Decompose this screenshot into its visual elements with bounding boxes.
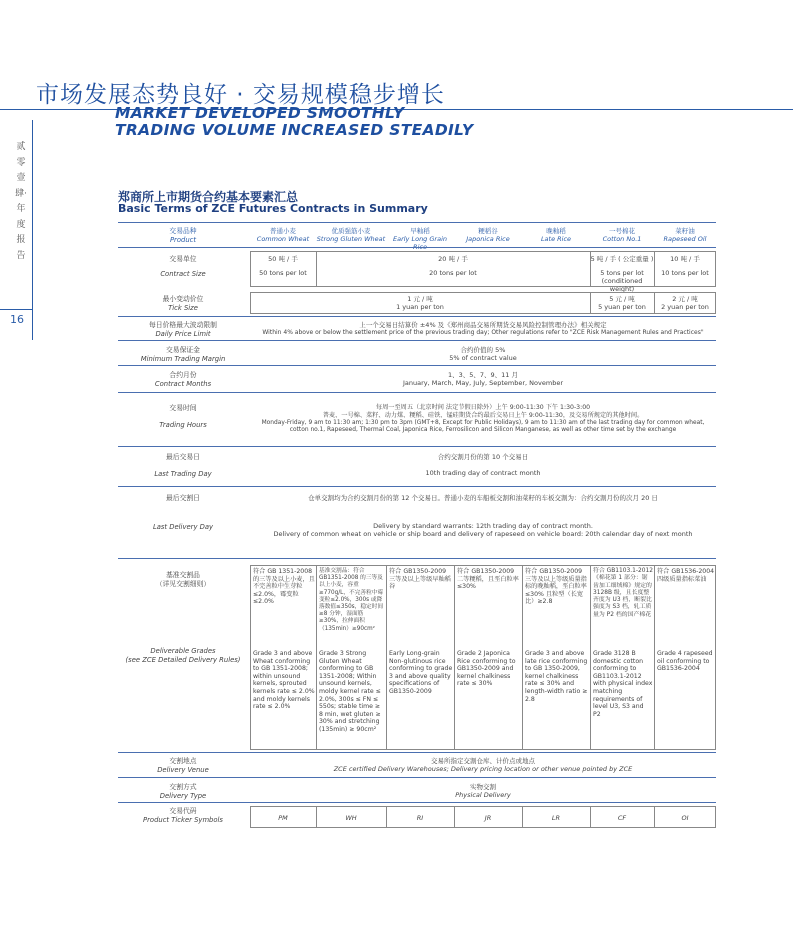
grade-en-6: Grade 3128 B domestic cotton conforming to GB1103.1-2012 with physical index matching requirements of level U3, S3 and P2 xyxy=(593,650,653,718)
grade-en-1: Grade 3 and above Wheat conforming to GB 1351-2008; within unsound kernels, sprouted kernels rate ≤ 2.0% and moldy kernels rate ≤ 2.0% xyxy=(253,650,315,711)
header-col-5: 晚籼稻 Late Rice xyxy=(540,227,572,243)
delivery-venue-value: 交易所指定交割仓库、计价点或地点 ZCE certified Delivery Warehouses; Delivery pricing location or other venue pointed by ZCE xyxy=(333,757,633,773)
grade-en-7: Grade 4 rapeseed oil conforming to GB1536-2004 xyxy=(657,650,713,673)
table-top-rule xyxy=(118,222,716,223)
delivery-venue-label: 交割地点 Delivery Venue xyxy=(157,757,209,774)
row-rule xyxy=(118,802,716,803)
ticker-5: LR xyxy=(551,814,561,822)
daily-limit-value: 上一个交易日结算价 ±4% 及《郑州商品交易所期货交易风险控制管理办法》相关规定 Within 4% above or below the settlement price of the previous trading day; Other regulations refer to "ZCE Risk Management Rules and Practices" xyxy=(262,321,704,336)
separator xyxy=(654,565,655,750)
tick-size-cotton: 5 元 / 吨 5 yuan per ton xyxy=(598,295,646,311)
page-title-en-line1: MARKET DEVELOPED SMOOTHLY xyxy=(115,104,405,122)
grades-label-cn: 基准交割品 （详见交割细则） xyxy=(155,571,211,588)
header-col-7: 菜籽油 Rapeseed Oil xyxy=(663,227,707,243)
section-title-cn: 郑商所上市期货合约基本要素汇总 xyxy=(118,190,299,204)
ticker-label: 交易代码 Product Ticker Symbols xyxy=(143,807,223,824)
last-trading-day-label: 最后交易日 Last Trading Day xyxy=(154,453,212,478)
row-rule xyxy=(118,365,716,366)
margin-label: 交易保证金 Minimum Trading Margin xyxy=(140,346,226,363)
sidebar-top-rule xyxy=(0,109,100,110)
separator xyxy=(522,565,523,750)
ticker-4: JR xyxy=(484,814,492,822)
page-title-en-line2: TRADING VOLUME INCREASED STEADILY xyxy=(115,121,474,139)
row-rule xyxy=(118,486,716,487)
last-delivery-day-label: 最后交割日 Last Delivery Day xyxy=(152,494,214,531)
contract-size-cotton: 5 吨 / 手 ( 公定重量 ) 5 tons per lot (conditioned weight) xyxy=(590,255,654,293)
grade-cn-1: 符合 GB 1351-2008 的三等及以上小麦，且不完善粒中生芽粒≤2.0%，霉变粒≤2.0% xyxy=(253,568,315,606)
tick-size-label: 最小变动价位 Tick Size xyxy=(162,295,204,312)
ticker-2: WH xyxy=(345,814,357,822)
ticker-3: RI xyxy=(416,814,424,822)
separator xyxy=(454,565,455,750)
last-trading-day-value: 合约交割月份的第 10 个交易日 10th trading day of contract month xyxy=(425,453,541,477)
ticker-6: CF xyxy=(617,814,627,822)
grade-cn-2: 基准交割品：符合 GB1351-2008 的三等及以上小麦，容重≥770g/L，不完善粒中霉变粒≤2.0%，300s 或降落数值≤350s，稳定时间≥8 分钟，湿面筋≥30%，拉伸面积（135min）≥90cm² xyxy=(319,568,384,632)
header-col-3: 早籼稻 Early Long Grain Rice xyxy=(392,227,447,251)
header-bottom-rule xyxy=(118,247,716,248)
grades-label-en: Deliverable Grades (see ZCE Detailed Delivery Rules) xyxy=(125,647,241,664)
header-col-6: 一号棉花 Cotton No.1 xyxy=(602,227,642,243)
header-col-1: 普通小麦 Common Wheat xyxy=(256,227,310,243)
row-rule xyxy=(118,777,716,778)
contract-size-label: 交易单位 Contract Size xyxy=(160,255,206,278)
grade-cn-6: 符合 GB1103.1-2012《棉花第 1 部分：锯齿加工细绒棉》规定的 3128B 级，且长度整齐度为 U3 档，断裂比强度为 S3 档，轧工质量为 P2 档的国产棉花 xyxy=(593,568,653,618)
grade-cn-5: 符合 GB1350-2009 三等及以上等级质量指标的晚籼稻，垩白粒率≤30% 且粒型（长宽比）≥2.8 xyxy=(525,568,587,606)
section-title-en: Basic Terms of ZCE Futures Contracts in Summary xyxy=(118,202,428,215)
header-col-2: 优质强筋小麦 Strong Gluten Wheat xyxy=(316,227,386,243)
last-delivery-day-value: 仓单交割均为合约交割月份的第 12 个交易日。普通小麦的车船板交割和油菜籽的车板交割为：合约交割月份的次月 20 日 Delivery by standard warrants: 12th trading day of contract month. Delivery of common wheat on vehicle or ship board and delivery of rapeseed on vehicle board: 20th calendar day of next month xyxy=(273,494,693,538)
contract-months-label: 合约月份 Contract Months xyxy=(154,371,212,388)
header-product: 交易品种 Product xyxy=(169,227,197,244)
contract-months-value: 1、3、5、7、9、11 月 January, March, May, July, September, November xyxy=(403,371,563,387)
sidebar-page-rule xyxy=(0,309,32,310)
grade-cn-4: 符合 GB1350-2009 二等粳稻，且垩白粒率≤30% xyxy=(457,568,519,591)
header-col-4: 粳稻谷 Japonica Rice xyxy=(466,227,510,243)
row-rule xyxy=(118,392,716,393)
contract-size-mid: 20 吨 / 手 20 tons per lot xyxy=(429,255,477,277)
separator xyxy=(590,565,591,750)
margin-value: 合约价值的 5% 5% of contract value xyxy=(449,346,517,362)
grade-cn-3: 符合 GB1350-2009 三等及以上等级早籼稻谷 xyxy=(389,568,451,591)
contract-size-wheat: 50 吨 / 手 50 tons per lot xyxy=(259,255,307,277)
page-title-cn: 市场发展态势良好 · 交易规模稳步增长 xyxy=(36,82,445,108)
tick-size-main: 1 元 / 吨 1 yuan per ton xyxy=(396,295,444,311)
daily-limit-label: 每日价格最大波动限制 Daily Price Limit xyxy=(149,321,217,338)
grade-en-3: Early Long-grain Non-glutinous rice conforming to grade 3 and above quality specifications of GB1350-2009 xyxy=(389,650,453,695)
separator xyxy=(316,565,317,750)
delivery-type-label: 交割方式 Delivery Type xyxy=(159,783,207,800)
page-number: 16 xyxy=(10,313,24,326)
row-rule xyxy=(118,558,716,559)
ticker-1: PM xyxy=(278,814,288,822)
tick-size-oil: 2 元 / 吨 2 yuan per ton xyxy=(661,295,709,311)
ticker-7: OI xyxy=(681,814,689,822)
contract-size-oil: 10 吨 / 手 10 tons per lot xyxy=(661,255,709,277)
trading-hours-value: 每周一至周五（北京时间 法定节假日除外）上午 9:00-11:30 下午 1:30-3:00 普麦、一号棉、菜籽、动力煤、粳稻、硅铁、锰硅期货合约最后交易日上午 9:00-11:30，及交易所规定的其他时间。 Monday-Friday, 9 am to 11:30 am; 1:30 pm to 3pm (GMT+8, Except for Public Holidays), 9 am to 11:30 am of the last trading day for common wheat, cotton no.1, Rapeseed, Thermal Coal, Japonica Rice, Ferrosilicon and Silicon Manganese, as well as other time set by the exchange xyxy=(261,404,705,434)
row-rule xyxy=(118,752,716,753)
row-rule xyxy=(118,446,716,447)
row-rule xyxy=(118,316,716,317)
trading-hours-label: 交易时间 Trading Hours xyxy=(159,404,207,429)
delivery-type-value: 实物交割 Physical Delivery xyxy=(455,783,511,799)
grade-en-4: Grade 2 Japonica Rice conforming to GB1350-2009 and kernel chalkiness rate ≤ 30% xyxy=(457,650,516,688)
row-rule xyxy=(118,340,716,341)
grade-en-2: Grade 3 Strong Gluten Wheat conforming to GB 1351-2008; Within unsound kernels, moldy kernel rate ≤ 2.0%, 300s ≤ FN ≤ 550s; stable time ≥ 8 min, wet gluten ≥ 30% and stretching (135min) ≥ 90cm² xyxy=(319,650,381,733)
sidebar-vertical-rule xyxy=(32,120,33,340)
grade-cn-7: 符合 GB1536-2004 四级质量指标菜油 xyxy=(657,568,715,583)
sidebar-vertical-text: 贰零壹肆·年度报告 xyxy=(15,142,27,261)
grade-en-5: Grade 3 and above late rice conforming to GB 1350-2009, kernel chalkiness rate ≤ 30% and length-width ratio ≥ 2.8 xyxy=(525,650,588,703)
separator xyxy=(386,565,387,750)
